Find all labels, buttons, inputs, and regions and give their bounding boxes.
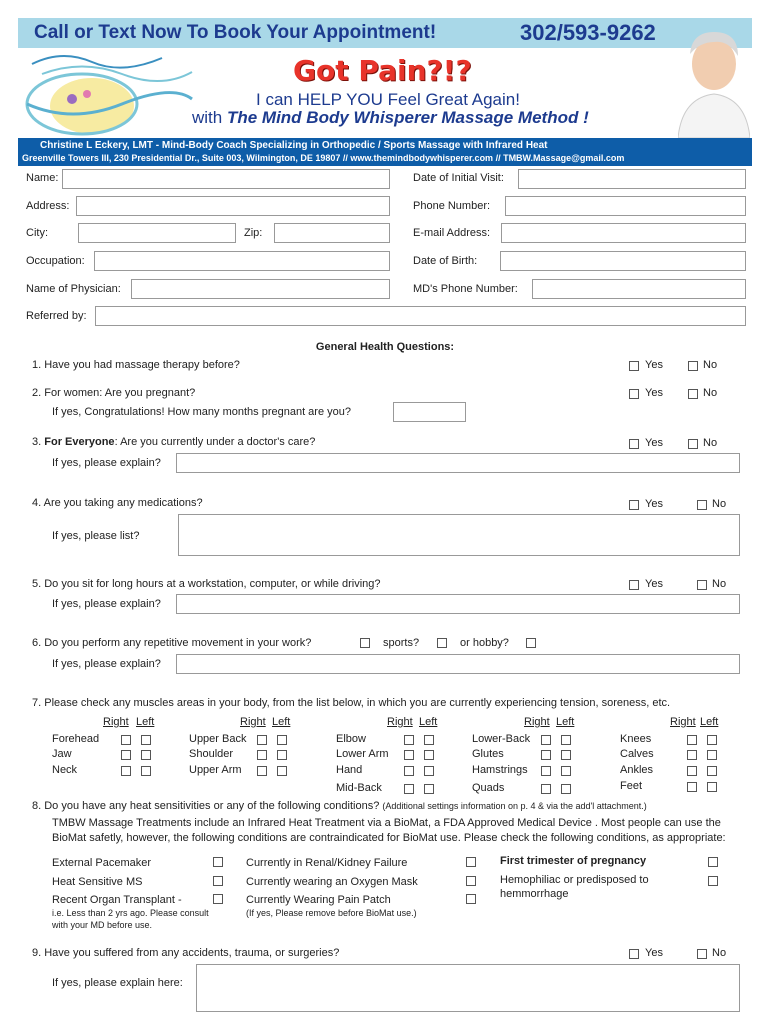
muscle-ankles: Ankles <box>620 764 654 776</box>
muscle-feet: Feet <box>620 780 643 792</box>
muscle-calves: Calves <box>620 748 654 760</box>
q1-yes-checkbox[interactable] <box>629 361 639 371</box>
q6-hobby-checkbox[interactable] <box>526 638 536 648</box>
muscle-knees: Knees <box>620 733 652 745</box>
upper-arm-right-checkbox[interactable] <box>257 766 267 776</box>
jaw-left-checkbox[interactable] <box>141 750 151 760</box>
elbow-left-checkbox[interactable] <box>424 735 434 745</box>
muscle-elbow: Elbow <box>336 733 366 745</box>
referred-label: Referred by: <box>26 310 87 322</box>
q5-yes-checkbox[interactable] <box>629 580 639 590</box>
col1-left-header: Left <box>136 716 155 728</box>
col3-right-header: Right <box>387 716 413 728</box>
name-label: Name: <box>26 172 59 184</box>
zip-label: Zip: <box>244 227 263 239</box>
quads-right-checkbox[interactable] <box>541 784 551 794</box>
cond-patch-note: (If yes, Please remove before BioMat use.) <box>246 908 417 918</box>
dob-label: Date of Birth: <box>413 255 478 267</box>
headline: Got Pain?!? <box>293 54 472 87</box>
logo-illustration <box>22 44 197 138</box>
cond-transplant-label: Recent Organ Transplant - <box>52 894 182 906</box>
cond-patch-checkbox[interactable] <box>466 894 476 904</box>
neck-left-checkbox[interactable] <box>141 766 151 776</box>
hamstrings-right-checkbox[interactable] <box>541 766 551 776</box>
hand-left-checkbox[interactable] <box>424 766 434 776</box>
cond-transplant-checkbox[interactable] <box>213 894 223 904</box>
q9-text: 9. Have you suffered from any accidents, trauma, or surgeries? <box>32 947 340 959</box>
q2-no-label: No <box>703 387 718 399</box>
q4-yes-label: Yes <box>645 498 663 510</box>
cond-hemo-label-line2: hemmorrhage <box>500 888 569 900</box>
cond-patch-label: Currently Wearing Pain Patch <box>246 894 391 906</box>
cond-pacemaker-label: External Pacemaker <box>52 857 152 869</box>
q3-rest: : Are you currently under a doctor's care? <box>114 436 316 448</box>
q6-sports-checkbox[interactable] <box>437 638 447 648</box>
referred-input[interactable] <box>95 306 746 326</box>
q3-explain-input[interactable] <box>176 453 740 473</box>
q4-list-input[interactable] <box>178 514 740 556</box>
q6-subquestion: If yes, please explain? <box>52 658 161 670</box>
col5-left-header: Left <box>700 716 719 728</box>
name-input[interactable] <box>62 169 390 189</box>
col1-right-header: Right <box>103 716 129 728</box>
q3-no-checkbox[interactable] <box>688 439 698 449</box>
q6-work-checkbox[interactable] <box>360 638 370 648</box>
upper-arm-left-checkbox[interactable] <box>277 766 287 776</box>
q4-yes-checkbox[interactable] <box>629 500 639 510</box>
phone-label: Phone Number: <box>413 200 491 212</box>
email-label: E-mail Address: <box>413 227 491 239</box>
cond-renal-label: Currently in Renal/Kidney Failure <box>246 857 408 869</box>
muscle-lower-back: Lower-Back <box>472 733 531 745</box>
muscle-hand: Hand <box>336 764 363 776</box>
quads-left-checkbox[interactable] <box>561 784 571 794</box>
phone-number[interactable]: 302/593-9262 <box>520 20 656 45</box>
ankles-left-checkbox[interactable] <box>707 766 717 776</box>
q7-text: 7. Please check any muscles areas in your body, from the list below, in which you are currently experiencing tension, soreness, etc. <box>32 697 671 709</box>
muscle-forehead: Forehead <box>52 733 100 745</box>
muscle-upper-back: Upper Back <box>189 733 247 745</box>
therapist-photo <box>678 24 750 138</box>
q9-yes-checkbox[interactable] <box>629 949 639 959</box>
neck-right-checkbox[interactable] <box>121 766 131 776</box>
shoulder-left-checkbox[interactable] <box>277 750 287 760</box>
credentials-line: Christine L Eckery, LMT - Mind-Body Coach Specializing in Orthopedic / Sports Massage with Infrared Heat <box>40 140 548 151</box>
q4-text: 4. Are you taking any medications? <box>32 497 203 509</box>
q9-no-label: No <box>712 947 727 959</box>
cond-hemo-label-line1: Hemophiliac or predisposed to <box>500 874 649 886</box>
muscle-neck: Neck <box>52 764 78 776</box>
elbow-right-checkbox[interactable] <box>404 735 414 745</box>
q3-yes-label: Yes <box>645 437 663 449</box>
cond-hemo-checkbox[interactable] <box>708 876 718 886</box>
address-line: Greenville Towers III, 230 Presidential Dr., Suite 003, Wilmington, DE 19807 // www.themindbodywhisperer.com // TMBW.Massage@gmail.com <box>22 153 625 163</box>
q3-subquestion: If yes, please explain? <box>52 457 161 469</box>
physician-label: Name of Physician: <box>26 283 121 295</box>
cond-renal-checkbox[interactable] <box>466 857 476 867</box>
md-phone-label: MD's Phone Number: <box>413 283 518 295</box>
address-label: Address: <box>26 200 70 212</box>
hamstrings-left-checkbox[interactable] <box>561 766 571 776</box>
q6-hobby-label: or hobby? <box>460 637 509 649</box>
city-input[interactable] <box>78 223 236 243</box>
q8-text <box>32 800 647 812</box>
calves-left-checkbox[interactable] <box>707 750 717 760</box>
q4-subquestion: If yes, please list? <box>52 530 140 542</box>
lower-back-right-checkbox[interactable] <box>541 735 551 745</box>
q9-yes-label: Yes <box>645 947 663 959</box>
occupation-input[interactable] <box>94 251 390 271</box>
q2-no-checkbox[interactable] <box>688 389 698 399</box>
cond-oxygen-checkbox[interactable] <box>466 876 476 886</box>
q1-yes-label: Yes <box>645 359 663 371</box>
date-initial-input[interactable] <box>518 169 746 189</box>
md-phone-input[interactable] <box>532 279 746 299</box>
lower-arm-right-checkbox[interactable] <box>404 750 414 760</box>
tagline: I can HELP YOU Feel Great Again! <box>256 90 520 109</box>
lower-arm-left-checkbox[interactable] <box>424 750 434 760</box>
q3-bold: For Everyone <box>44 436 115 448</box>
q2-yes-label: Yes <box>645 387 663 399</box>
mid-back-left-checkbox[interactable] <box>424 784 434 794</box>
physician-input[interactable] <box>131 279 390 299</box>
jaw-right-checkbox[interactable] <box>121 750 131 760</box>
q5-subquestion: If yes, please explain? <box>52 598 161 610</box>
muscle-mid-back: Mid-Back <box>336 782 382 794</box>
col4-right-header: Right <box>524 716 550 728</box>
method-line <box>192 108 589 128</box>
cond-transplant-note-line2: with your MD before use. <box>52 920 153 930</box>
q2-yes-checkbox[interactable] <box>629 389 639 399</box>
forehead-right-checkbox[interactable] <box>121 735 131 745</box>
muscle-quads: Quads <box>472 782 505 794</box>
occupation-label: Occupation: <box>26 255 85 267</box>
muscle-lower-arm: Lower Arm <box>336 748 389 760</box>
calves-right-checkbox[interactable] <box>687 750 697 760</box>
q9-explain-input[interactable] <box>196 964 740 1012</box>
zip-input[interactable] <box>274 223 390 243</box>
method-name: The Mind Body Whisperer Massage Method ! <box>226 108 589 127</box>
mid-back-right-checkbox[interactable] <box>404 784 414 794</box>
q6-explain-input[interactable] <box>176 654 740 674</box>
feet-right-checkbox[interactable] <box>687 782 697 792</box>
feet-left-checkbox[interactable] <box>707 782 717 792</box>
cond-ms-label: Heat Sensitive MS <box>52 876 143 888</box>
ankles-right-checkbox[interactable] <box>687 766 697 776</box>
q6-text: 6. Do you perform any repetitive movement in your work? <box>32 637 312 649</box>
q9-no-checkbox[interactable] <box>697 949 707 959</box>
address-input[interactable] <box>76 196 390 216</box>
q8-paragraph-line2: BioMat safetly, however, the following conditions are contraindicated for BioMat use. Please check the following conditions, as appropriate: <box>52 832 726 844</box>
knees-left-checkbox[interactable] <box>707 735 717 745</box>
q8-note: (Additional settings information on p. 4 & via the add'l attachment.) <box>382 801 647 811</box>
q5-no-label: No <box>712 578 727 590</box>
q2-text: 2. For women: Are you pregnant? <box>32 387 196 399</box>
q3-no-label: No <box>703 437 718 449</box>
q8-question: 8. Do you have any heat sensitivities or any of the following conditions? <box>32 800 380 812</box>
q2-months-input[interactable] <box>393 402 466 422</box>
city-label: City: <box>26 227 48 239</box>
q5-no-checkbox[interactable] <box>697 580 707 590</box>
q1-no-label: No <box>703 359 718 371</box>
lower-back-left-checkbox[interactable] <box>561 735 571 745</box>
cond-oxygen-label: Currently wearing an Oxygen Mask <box>246 876 418 888</box>
cond-trimester-checkbox[interactable] <box>708 857 718 867</box>
cond-ms-checkbox[interactable] <box>213 876 223 886</box>
col5-right-header: Right <box>670 716 696 728</box>
dob-input[interactable] <box>500 251 746 271</box>
upper-back-left-checkbox[interactable] <box>277 735 287 745</box>
col4-left-header: Left <box>556 716 575 728</box>
glutes-left-checkbox[interactable] <box>561 750 571 760</box>
q4-no-label: No <box>712 498 727 510</box>
col3-left-header: Left <box>419 716 438 728</box>
cond-trimester-label: First trimester of pregnancy <box>500 855 647 867</box>
muscle-jaw: Jaw <box>52 748 72 760</box>
q5-yes-label: Yes <box>645 578 663 590</box>
q1-no-checkbox[interactable] <box>688 361 698 371</box>
cond-pacemaker-checkbox[interactable] <box>213 857 223 867</box>
date-initial-label: Date of Initial Visit: <box>413 172 504 184</box>
call-to-book-text: Call or Text Now To Book Your Appointment! <box>34 22 437 43</box>
shoulder-right-checkbox[interactable] <box>257 750 267 760</box>
q4-no-checkbox[interactable] <box>697 500 707 510</box>
method-prefix: with <box>192 108 227 127</box>
col2-right-header: Right <box>240 716 266 728</box>
muscle-shoulder: Shoulder <box>189 748 234 760</box>
q3-number: 3. <box>32 436 42 448</box>
q5-explain-input[interactable] <box>176 594 740 614</box>
knees-right-checkbox[interactable] <box>687 735 697 745</box>
q5-text: 5. Do you sit for long hours at a workstation, computer, or while driving? <box>32 578 381 590</box>
col2-left-header: Left <box>272 716 291 728</box>
muscle-upper-arm: Upper Arm <box>189 764 242 776</box>
upper-back-right-checkbox[interactable] <box>257 735 267 745</box>
q2-subquestion: If yes, Congratulations! How many months pregnant are you? <box>52 406 351 418</box>
q1-text: 1. Have you had massage therapy before? <box>32 359 240 371</box>
muscle-glutes: Glutes <box>472 748 504 760</box>
hand-right-checkbox[interactable] <box>404 766 414 776</box>
email-input[interactable] <box>501 223 746 243</box>
q3-text <box>32 436 315 448</box>
forehead-left-checkbox[interactable] <box>141 735 151 745</box>
q6-sports-label: sports? <box>383 637 420 649</box>
general-health-title: General Health Questions: <box>315 341 455 353</box>
muscle-hamstrings: Hamstrings <box>472 764 528 776</box>
q9-subquestion: If yes, please explain here: <box>52 977 183 989</box>
phone-input[interactable] <box>505 196 746 216</box>
q3-yes-checkbox[interactable] <box>629 439 639 449</box>
cond-transplant-note-line1: i.e. Less than 2 yrs ago. Please consult <box>52 908 209 918</box>
q8-paragraph-line1: TMBW Massage Treatments include an Infrared Heat Treatment via a BioMat, a FDA Approved Medical Device . Most people can use the <box>52 817 721 829</box>
glutes-right-checkbox[interactable] <box>541 750 551 760</box>
